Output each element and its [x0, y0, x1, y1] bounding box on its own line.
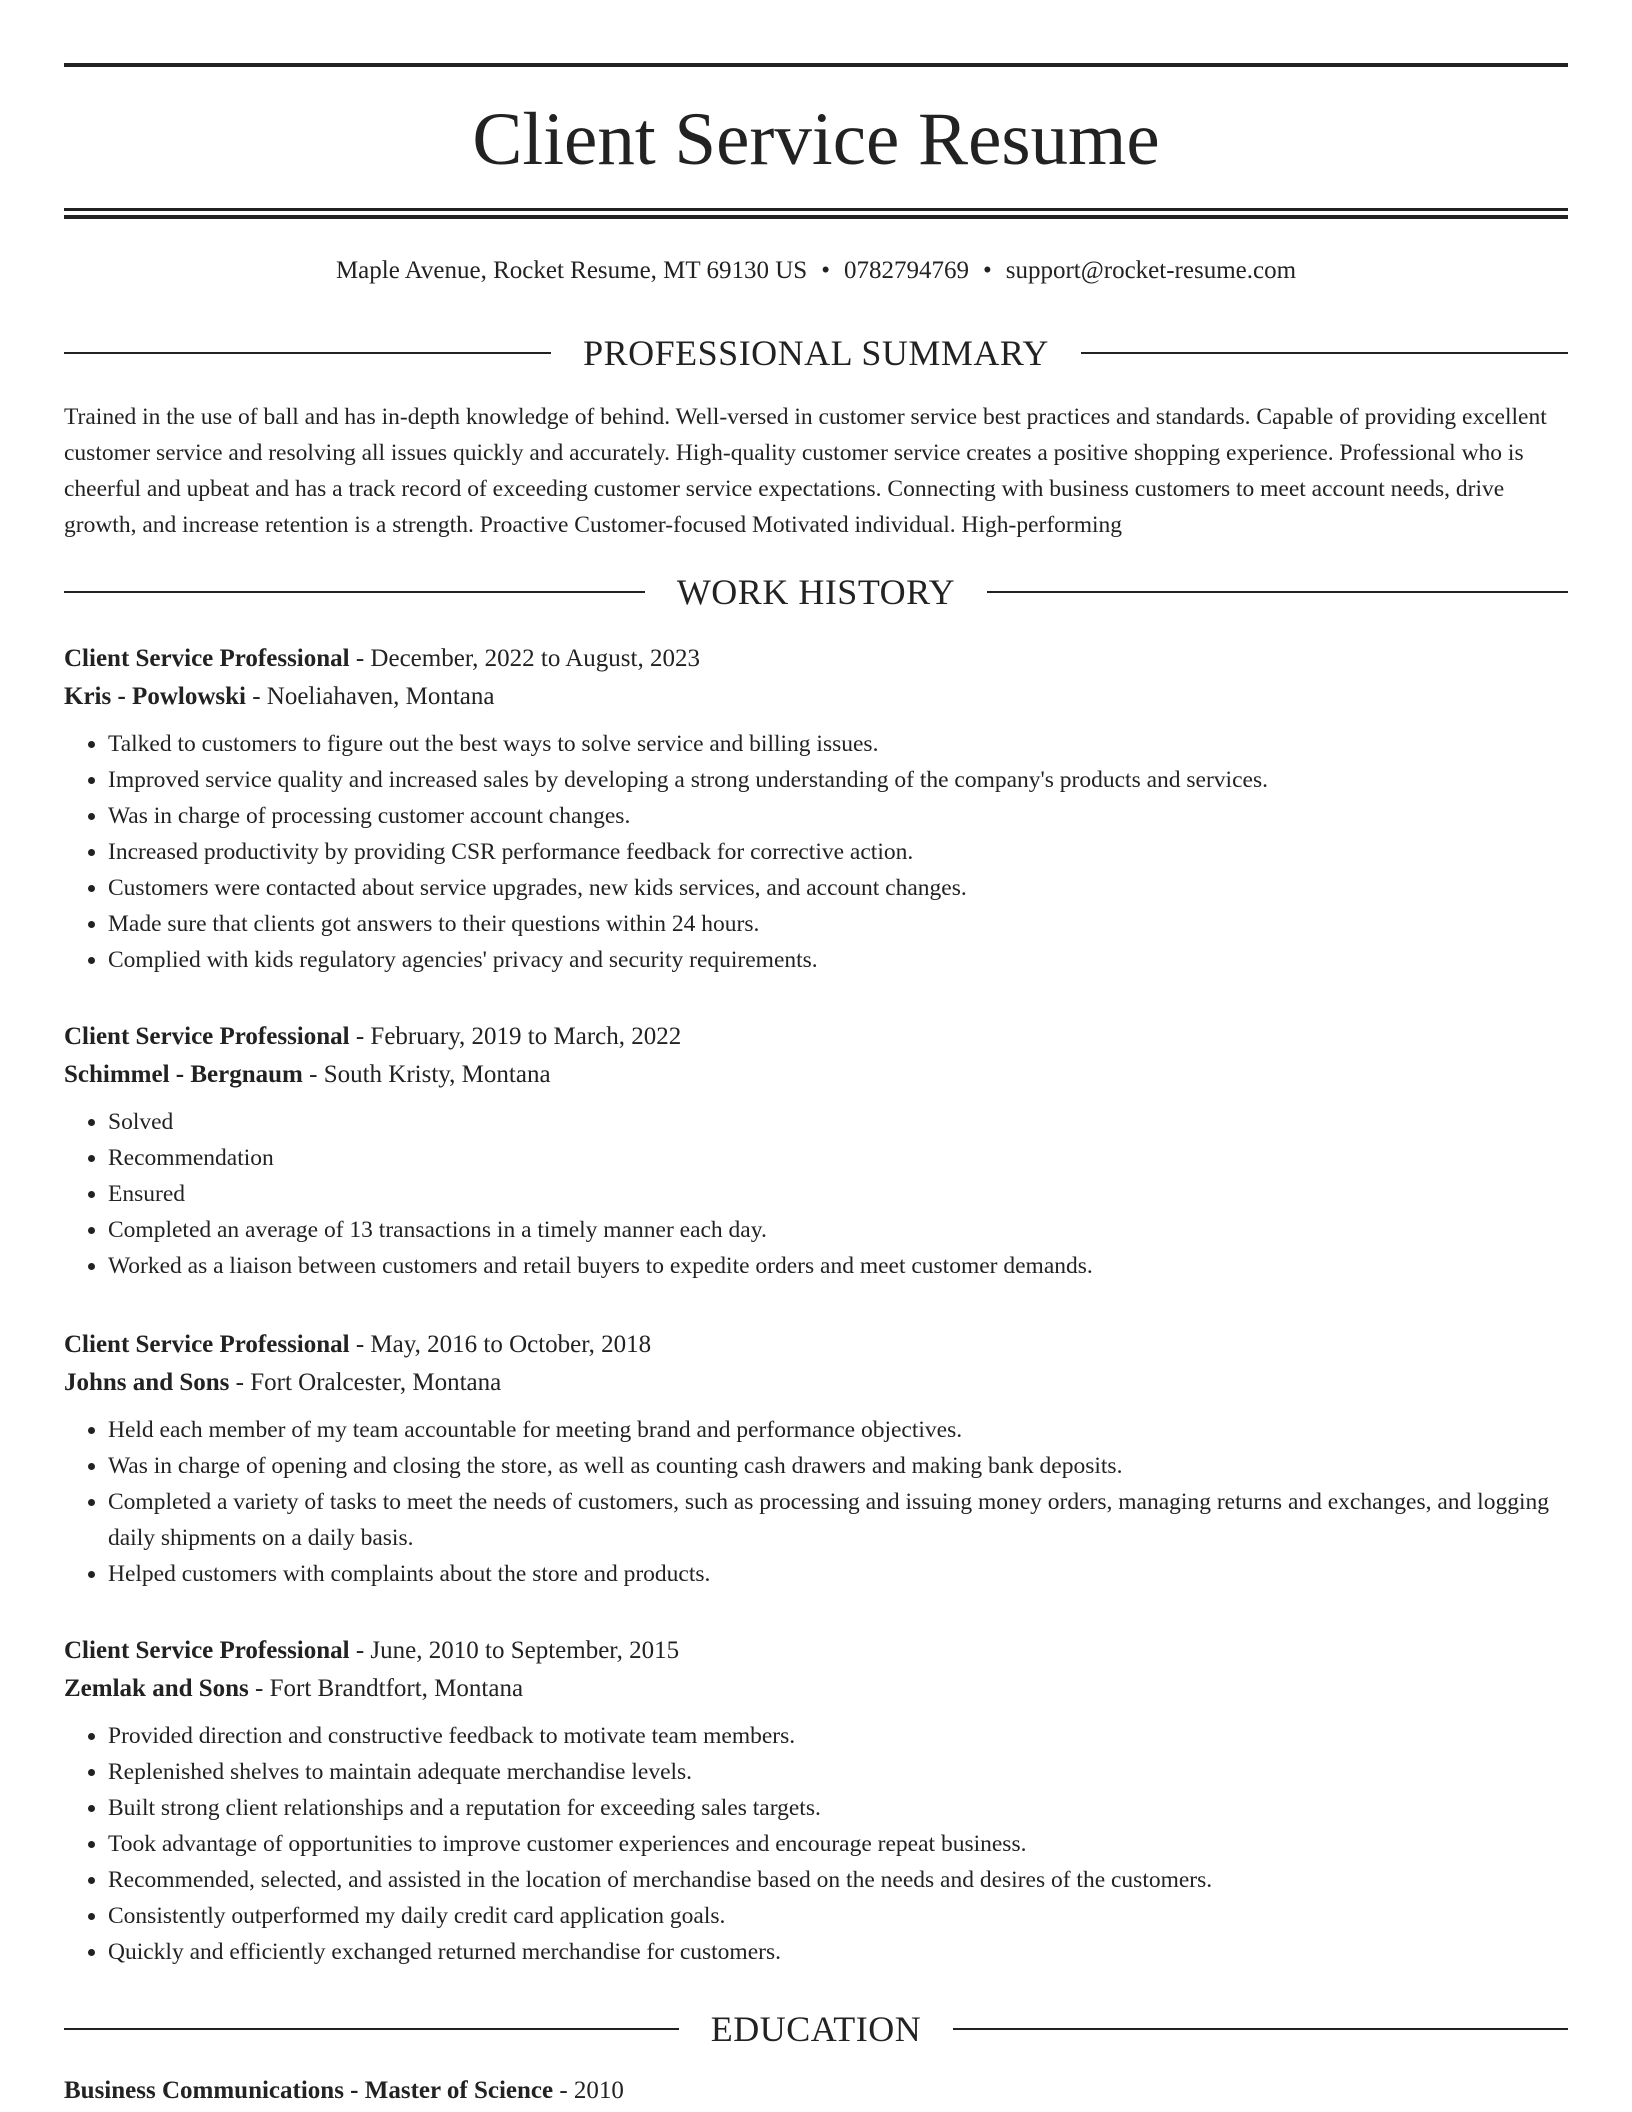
heading-rule-left [64, 591, 645, 593]
list-item: • Helped customers with complaints about the store and products. [108, 1556, 1568, 1592]
list-item: • Replenished shelves to maintain adequate merchandise levels. [108, 1754, 1568, 1790]
section-heading-work [64, 570, 1568, 614]
job-title-line [64, 1326, 1568, 1364]
list-item: • Was in charge of opening and closing the store, as well as counting cash drawers and making bank deposits. [108, 1448, 1568, 1484]
list-item: • Recommendation [108, 1140, 1568, 1176]
section-title: PROFESSIONAL SUMMARY [583, 333, 1049, 373]
job-dates: - December, 2022 to August, 2023 [349, 645, 700, 672]
list-item: • Ensured [108, 1176, 1568, 1212]
list-item: • Was in charge of processing customer account changes. [108, 798, 1568, 834]
job-bullets [64, 1412, 1568, 1592]
job-company: Schimmel - Bergnaum [64, 1061, 303, 1088]
section-heading-summary [64, 331, 1568, 375]
top-rule [64, 63, 1568, 67]
heading-rule-right [987, 591, 1568, 593]
resume-title: Client Service Resume [472, 98, 1160, 181]
list-item: • Talked to customers to figure out the best ways to solve service and billing issues. [108, 726, 1568, 762]
job-company: Johns and Sons [64, 1369, 230, 1396]
job-bullets [64, 1718, 1568, 1970]
job-title-line [64, 1632, 1568, 1670]
list-item: • Provided direction and constructive feedback to motivate team members. [108, 1718, 1568, 1754]
heading-rule-right [1081, 352, 1568, 354]
job-entry-3 [64, 1326, 1568, 1592]
list-item: • Solved [108, 1104, 1568, 1140]
contact-line [64, 254, 1568, 288]
list-item: • Completed a variety of tasks to meet the needs of customers, such as processing and issuing money orders, managing returns and exchanges, and logging daily shipments on a daily basis. [108, 1484, 1568, 1556]
list-item: • Recommended, selected, and assisted in the location of merchandise based on the needs and desires of the customers. [108, 1862, 1568, 1898]
job-entry-4 [64, 1632, 1568, 1970]
job-company: Zemlak and Sons [64, 1675, 249, 1702]
heading-rule-right [953, 2028, 1568, 2030]
list-item: • Worked as a liaison between customers and retail buyers to expedite orders and meet customer demands. [108, 1248, 1568, 1284]
section-heading-education [64, 2007, 1568, 2051]
job-title-line [64, 1018, 1568, 1056]
contact-address: Maple Avenue, Rocket Resume, MT 69130 US [335, 257, 808, 284]
contact-separator: • [982, 257, 992, 284]
job-title: Client Service Professional [64, 1023, 350, 1050]
section-title: WORK HISTORY [676, 572, 956, 612]
job-company-line [64, 1670, 1568, 1708]
contact-email: support@rocket-resume.com [1005, 257, 1297, 284]
job-dates: - May, 2016 to October, 2018 [349, 1331, 652, 1358]
education-degree: Business Communications - Master of Science [64, 2077, 554, 2104]
contact-phone: 0782794769 [843, 257, 969, 284]
job-title: Client Service Professional [64, 645, 350, 672]
title-rule-lower [64, 215, 1568, 219]
job-company-line [64, 678, 1568, 716]
heading-rule-left [64, 352, 551, 354]
list-item: • Quickly and efficiently exchanged returned merchandise for customers. [108, 1934, 1568, 1970]
job-location: - South Kristy, Montana [302, 1061, 551, 1088]
section-title: EDUCATION [710, 2009, 922, 2049]
job-company-line [64, 1056, 1568, 1094]
job-dates: - February, 2019 to March, 2022 [349, 1023, 682, 1050]
job-title: Client Service Professional [64, 1637, 350, 1664]
job-company: Kris - Powlowski [64, 683, 246, 710]
job-bullets [64, 1104, 1568, 1284]
list-item: • Held each member of my team accountable for meeting brand and performance objectives. [108, 1412, 1568, 1448]
list-item: • Took advantage of opportunities to improve customer experiences and encourage repeat business. [108, 1826, 1568, 1862]
job-location: - Fort Brandtfort, Montana [248, 1675, 524, 1702]
professional-summary: Trained in the use of ball and has in-depth knowledge of behind. Well-versed in customer service best practices and standards. Capable of providing excellent customer service and resolving all issues quickly and accurately. High-quality customer service creates a positive shopping experience. Professional who is cheerful and upbeat and has a track record of exceeding customer service expectations. Connecting with business customers to meet account needs, drive growth, and increase retention is a strength. Proactive Customer-focused Motivated individual. High-performing [64, 404, 1547, 538]
title-rule-upper [64, 208, 1568, 211]
job-title-line [64, 640, 1568, 678]
list-item: • Customers were contacted about service upgrades, new kids services, and account changes. [108, 870, 1568, 906]
job-entry-2 [64, 1018, 1568, 1284]
education-year: - 2010 [553, 2077, 624, 2104]
list-item: • Built strong client relationships and a reputation for exceeding sales targets. [108, 1790, 1568, 1826]
heading-rule-left [64, 2028, 679, 2030]
list-item: • Made sure that clients got answers to their questions within 24 hours. [108, 906, 1568, 942]
job-company-line [64, 1364, 1568, 1402]
list-item: • Consistently outperformed my daily credit card application goals. [108, 1898, 1568, 1934]
list-item: • Improved service quality and increased sales by developing a strong understanding of the company's products and services. [108, 762, 1568, 798]
job-dates: - June, 2010 to September, 2015 [349, 1637, 680, 1664]
list-item: • Increased productivity by providing CSR performance feedback for corrective action. [108, 834, 1568, 870]
list-item: • Complied with kids regulatory agencies' privacy and security requirements. [108, 942, 1568, 978]
job-entry-1 [64, 640, 1568, 978]
list-item: • Completed an average of 13 transactions in a timely manner each day. [108, 1212, 1568, 1248]
education-entry [64, 2072, 1568, 2110]
contact-separator: • [821, 257, 830, 284]
job-bullets [64, 726, 1568, 978]
job-location: - Noeliahaven, Montana [245, 683, 495, 710]
job-title: Client Service Professional [64, 1331, 350, 1358]
job-location: - Fort Oralcester, Montana [229, 1369, 502, 1396]
